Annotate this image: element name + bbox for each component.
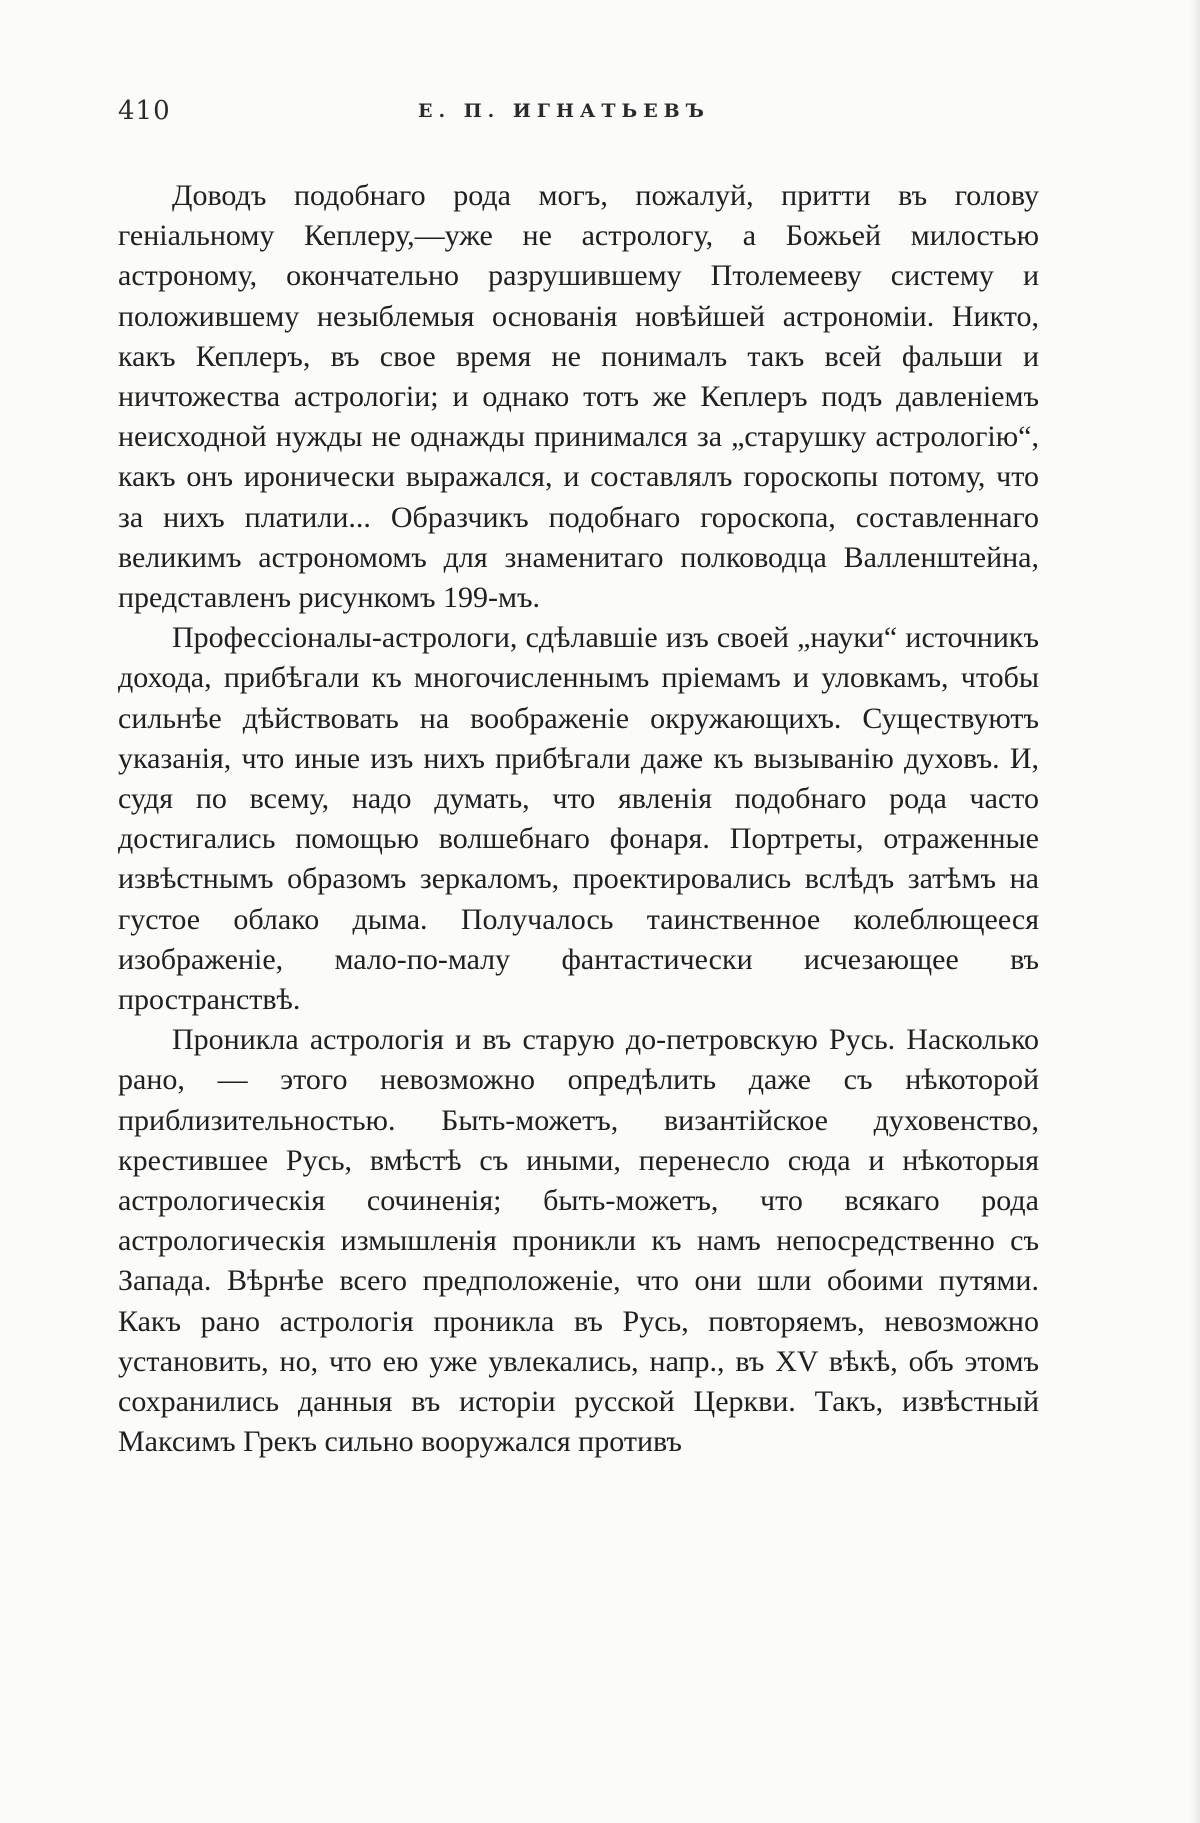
paragraph-astrologers: Профессіоналы-астрологи, сдѣлавшіе изъ своей „науки“ источникъ дохода, прибѣгали къ многочисленнымъ пріемамъ и уловкамъ, чтобы сильнѣе дѣйствовать на воображеніе окружающихъ. Существуютъ указанія, что иные изъ нихъ прибѣгали даже къ вызыванію духовъ. И, судя по всему, надо думать, что явленія подобнаго рода часто достигались помощью волшебнаго фонаря. Портреты, отраженные извѣстнымъ образомъ зеркаломъ, проектировались вслѣдъ затѣмъ на густое облако дыма. Получалось таинственное колеблющееся изображеніе, мало-по-малу фантастически исчезающее въ пространствѣ. [118,621,1039,1017]
text-block [118,176,1039,1463]
page-number: 410 [118,96,171,126]
paragraph-russia: Проникла астрологія и въ старую до-петровскую Русь. Насколько рано, — этого невозможно опредѣлить даже съ нѣкоторой приблизительностью. Быть-можетъ, византійское духовенство, крестившее Русь, вмѣстѣ съ иными, перенесло сюда и нѣкоторыя астрологическія сочиненія; быть-можетъ, что всякаго рода астрологическія измышленія проникли къ намъ непосредственно съ Запада. Вѣрнѣе всего предположеніе, что они шли обоими путями. Какъ рано астрологія проникла въ Русь, повторяемъ, невозможно установить, но, что ею уже увлекались, напр., въ XV вѣкѣ, объ этомъ сохранились данныя въ исторіи русской Церкви. Такъ, извѣстный Максимъ Грекъ сильно вооружался противъ [118,1023,1039,1459]
running-title: Е. П. ИГНАТЬЕВЪ [418,100,710,122]
paragraph-kepler: Доводъ подобнаго рода могъ, пожалуй, притти въ голову геніальному Кеплеру,—уже не астрологу, а Божьей милостью астроному, окончательно разрушившему Птолемееву систему и положившему незыблемыя основанія новѣйшей астрономіи. Никто, какъ Кеплеръ, въ свое время не понималъ такъ всей фальши и ничтожества астрологіи; и однако тотъ же Кеплеръ подъ давленіемъ неисходной нужды не однажды принимался за „старушку астрологію“, какъ онъ иронически выражался, и составлялъ гороскопы потому, что за нихъ платили... Образчикъ подобнаго гороскопа, составленнаго великимъ астрономомъ для знаменитаго полководца Валленштейна, представленъ рисункомъ 199-мъ. [118,179,1039,615]
running-head [118,96,1038,136]
